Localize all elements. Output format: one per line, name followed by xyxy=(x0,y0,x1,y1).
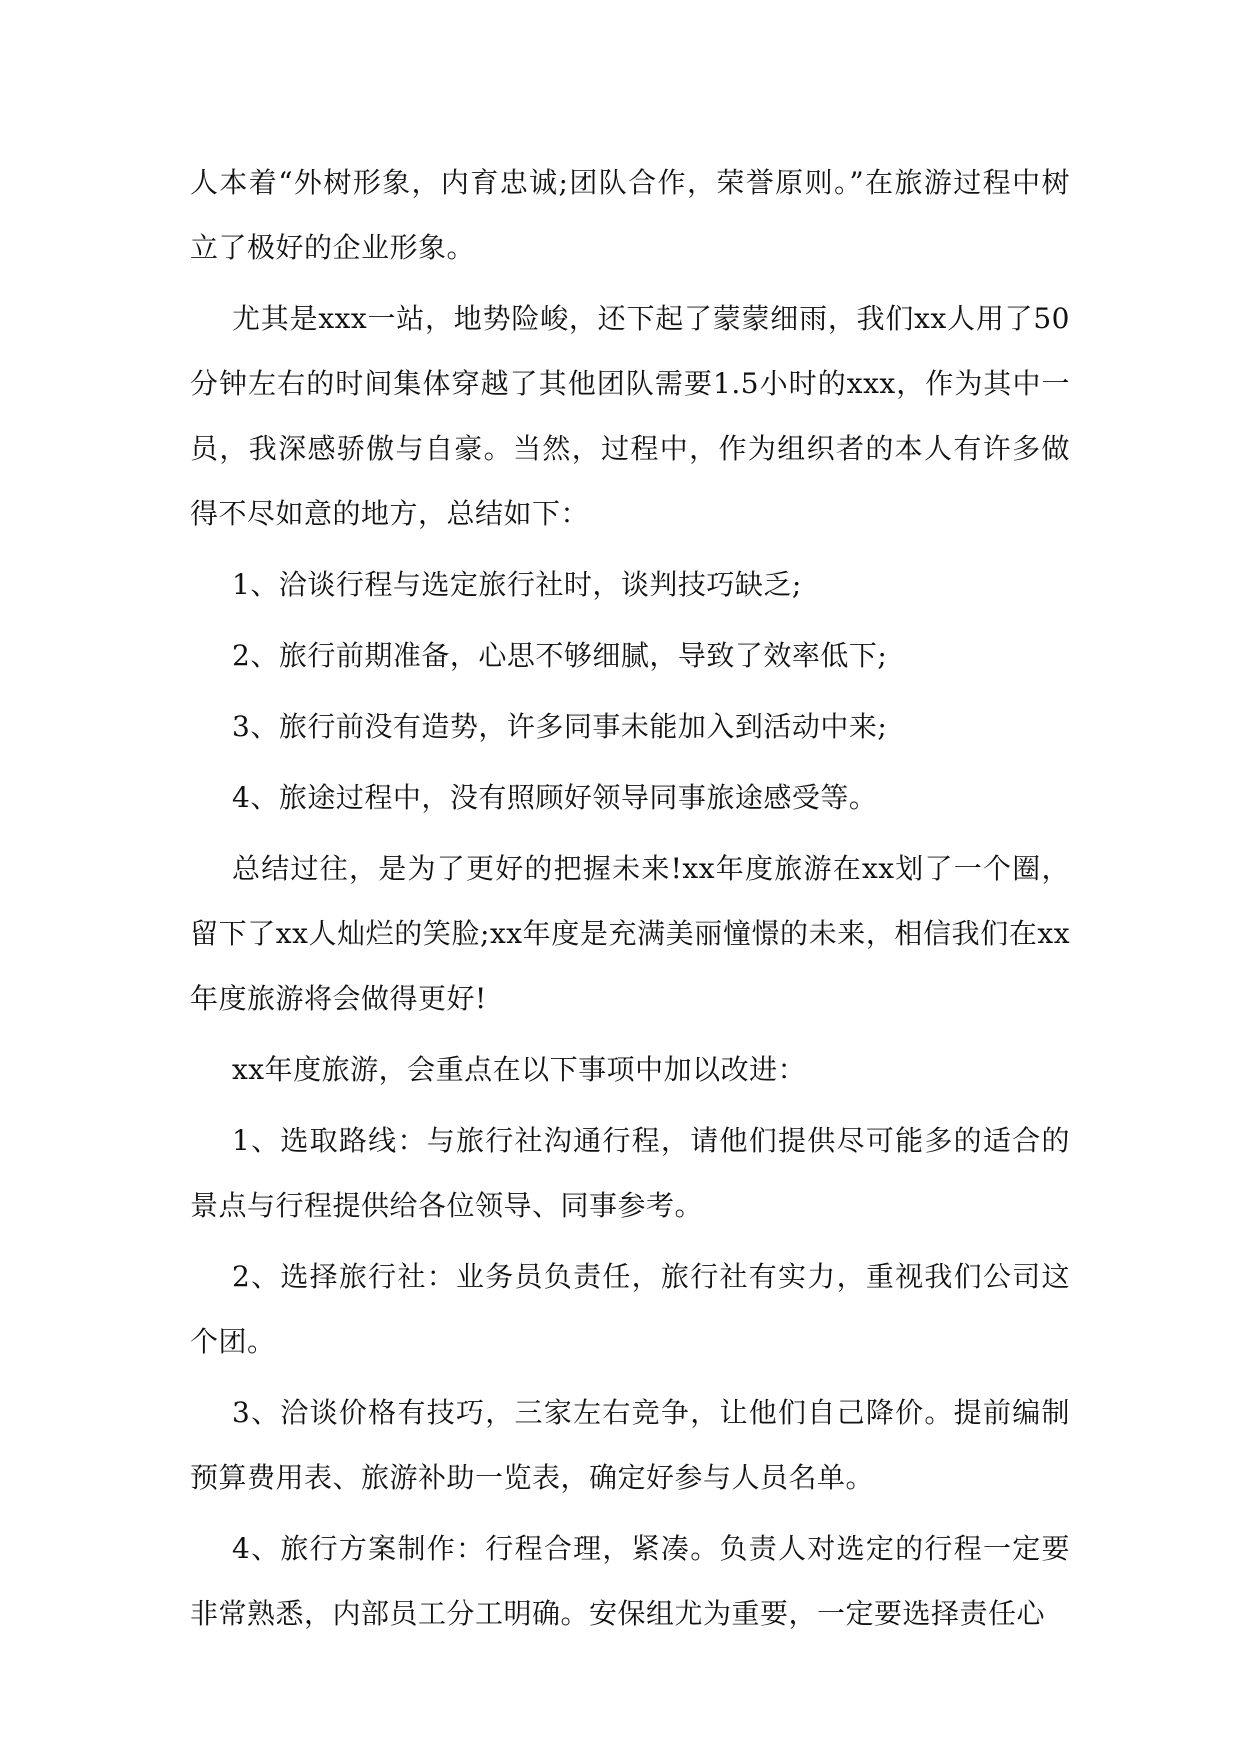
list-item-shortcoming-1: 1、洽谈行程与选定旅行社时，谈判技巧缺乏; xyxy=(232,568,802,601)
list-item-shortcoming-2: 2、旅行前期准备，心思不够细腻，导致了效率低下; xyxy=(232,639,888,672)
list-item-shortcoming-4: 4、旅途过程中，没有照顾好领导同事旅途感受等。 xyxy=(232,781,878,814)
list-item-improvement-3: 3、洽谈价格有技巧，三家左右竞争，让他们自己降价。提前编制预算费用表、旅游补助一览表，确定好参与人员名单。 xyxy=(190,1396,1070,1494)
paragraph-intro-continuation: 人本着“外树形象，内育忠诚;团队合作，荣誉原则。”在旅游过程中树立了极好的企业形象。 xyxy=(190,166,1070,264)
paragraph-improvements-intro: xx年度旅游，会重点在以下事项中加以改进： xyxy=(232,1053,807,1086)
paragraph-xxx-station: 尤其是xxx一站，地势险峻，还下起了蒙蒙细雨，我们xx人用了50分钟左右的时间集体穿越了其他团队需要1.5小时的xxx，作为其中一员，我深感骄傲与自豪。当然，过程中，作为组织者的本人有许多做得不尽如意的地方，总结如下： xyxy=(190,302,1070,530)
list-item-improvement-4: 4、旅行方案制作：行程合理，紧凑。负责人对选定的行程一定要非常熟悉，内部员工分工明确。安保组尤为重要，一定要选择责任心 xyxy=(190,1532,1070,1630)
list-item-shortcoming-3: 3、旅行前没有造势，许多同事未能加入到活动中来; xyxy=(232,710,888,743)
list-item-improvement-2: 2、选择旅行社：业务员负责任，旅行社有实力，重视我们公司这个团。 xyxy=(190,1260,1070,1358)
list-item-improvement-1: 1、选取路线：与旅行社沟通行程，请他们提供尽可能多的适合的景点与行程提供给各位领导、同事参考。 xyxy=(190,1124,1070,1222)
document-body xyxy=(190,150,1070,1652)
paragraph-summary-future: 总结过往，是为了更好的把握未来!xx年度旅游在xx划了一个圈，留下了xx人灿烂的笑脸;xx年度是充满美丽憧憬的未来，相信我们在xx年度旅游将会做得更好! xyxy=(190,852,1070,1015)
